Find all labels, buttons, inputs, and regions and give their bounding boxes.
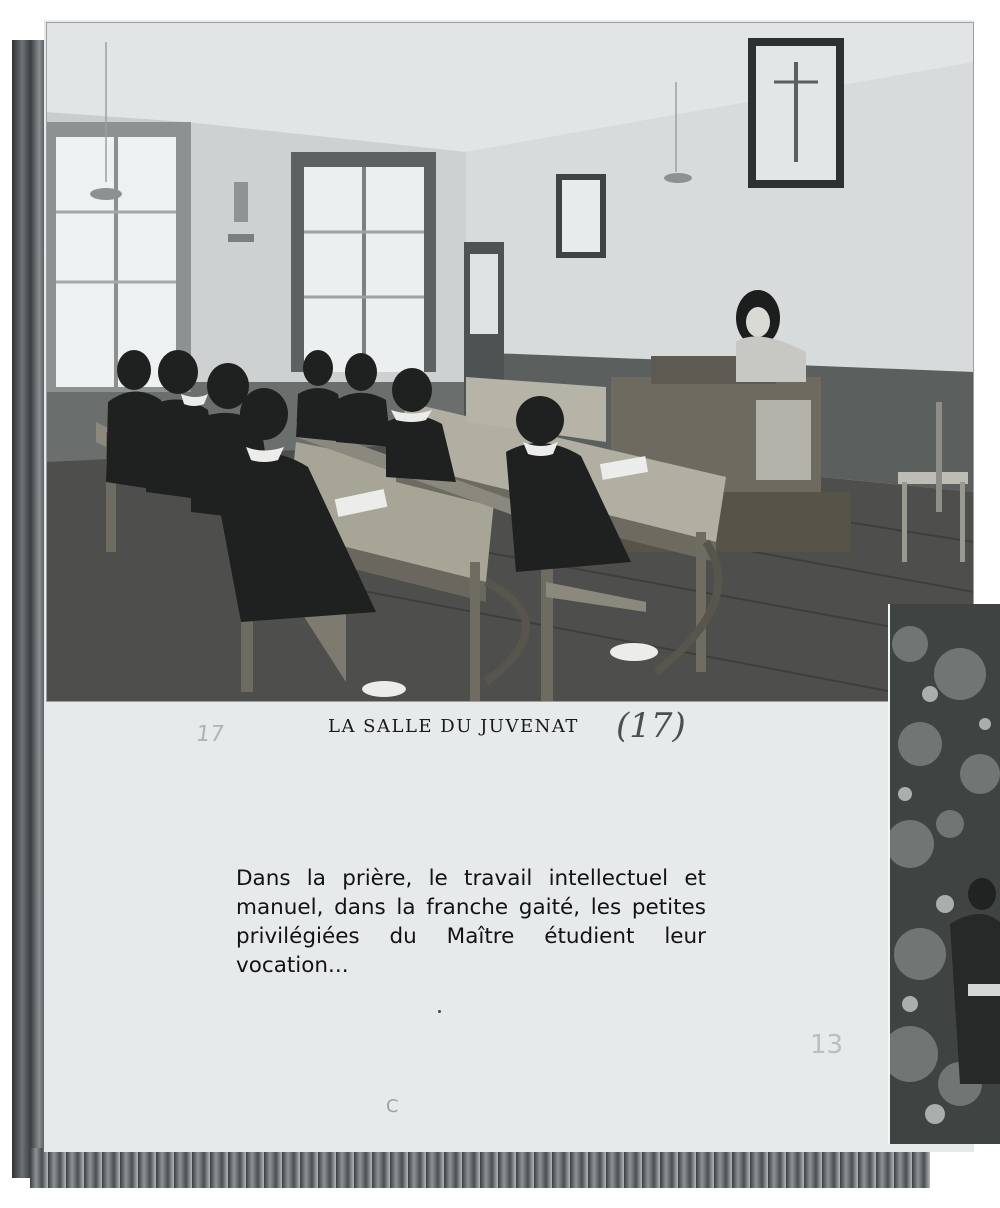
garden-illustration bbox=[890, 604, 1000, 1144]
handwritten-page-number: (17) bbox=[616, 706, 686, 746]
book-page-edges bbox=[30, 1148, 930, 1188]
faint-handwritten-number: 17 bbox=[194, 722, 226, 747]
corner-mark: C bbox=[386, 1096, 399, 1117]
book-spine-edge bbox=[12, 40, 46, 1178]
classroom-photo bbox=[46, 22, 974, 702]
photo-caption: LA SALLE DU JUVENAT bbox=[328, 716, 579, 737]
classroom-illustration bbox=[46, 22, 974, 702]
faint-side-mark: 13 bbox=[810, 1030, 844, 1060]
garden-photo bbox=[888, 604, 1000, 1144]
ink-dot bbox=[438, 1010, 441, 1013]
body-paragraph: Dans la prière, le travail intellectuel et manuel, dans la franche gaité, les petites privilégiées du Maître étudient leur vocation... bbox=[236, 866, 706, 978]
